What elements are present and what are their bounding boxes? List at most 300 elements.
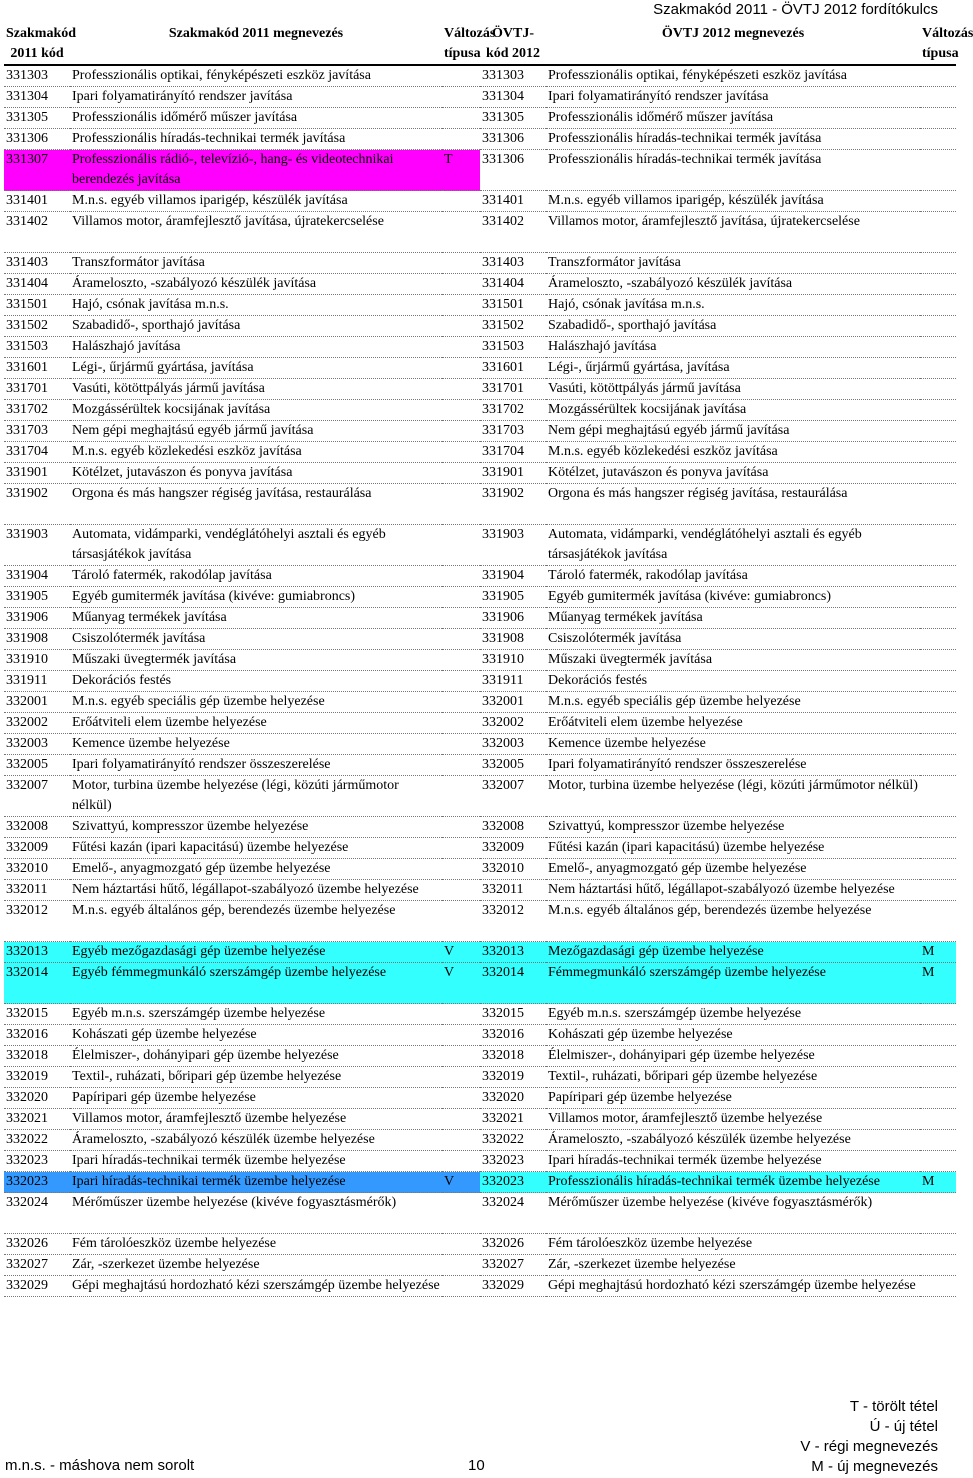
old-code-cell: 331704 — [4, 442, 70, 463]
new-name-cell: Műszaki üvegtermék javítása — [546, 650, 920, 671]
header-new-code: ÖVTJ-kód 2012 — [480, 20, 546, 65]
table-row — [4, 379, 956, 400]
new-type-cell: M — [920, 963, 956, 1004]
new-name-cell: Nem gépi meghajtású egyéb jármű javítása — [546, 421, 920, 442]
old-code-cell: 332015 — [4, 1004, 70, 1025]
table-row — [4, 713, 956, 734]
table-row — [4, 629, 956, 650]
table-row — [4, 692, 956, 713]
new-type-cell — [920, 191, 956, 212]
old-type-cell — [442, 1025, 480, 1046]
old-name-cell: Professzionális rádió-, televízió-, hang- és videotechnikai berendezés javítása — [70, 150, 442, 191]
new-type-cell: M — [920, 942, 956, 963]
old-type-cell — [442, 1109, 480, 1130]
new-code-cell: 331904 — [480, 566, 546, 587]
table-row — [4, 817, 956, 838]
old-type-cell — [442, 1234, 480, 1255]
new-code-cell: 332008 — [480, 817, 546, 838]
old-type-cell — [442, 901, 480, 942]
old-name-cell: Egyéb fémmegmunkáló szerszámgép üzembe helyezése — [70, 963, 442, 1004]
new-type-cell — [920, 421, 956, 442]
new-type-cell — [920, 713, 956, 734]
new-code-cell: 332013 — [480, 942, 546, 963]
old-type-cell — [442, 442, 480, 463]
old-code-cell: 331902 — [4, 484, 70, 525]
table-row — [4, 337, 956, 358]
new-name-cell: Professzionális híradás-technikai termék javítása — [546, 129, 920, 150]
new-name-cell: Textil-, ruházati, bőripari gép üzembe helyezése — [546, 1067, 920, 1088]
new-name-cell: Villamos motor, áramfejlesztő üzembe helyezése — [546, 1109, 920, 1130]
page-number: 10 — [468, 1457, 485, 1474]
new-type-cell — [920, 337, 956, 358]
new-code-cell: 331702 — [480, 400, 546, 421]
new-name-cell: Erőátviteli elem üzembe helyezése — [546, 713, 920, 734]
new-type-cell — [920, 901, 956, 942]
new-name-cell: Ipari híradás-technikai termék üzembe helyezése — [546, 1151, 920, 1172]
old-name-cell: Egyéb mezőgazdasági gép üzembe helyezése — [70, 942, 442, 963]
old-name-cell: Ipari folyamatirányító rendszer összeszerelése — [70, 755, 442, 776]
old-code-cell: 331601 — [4, 358, 70, 379]
old-type-cell — [442, 880, 480, 901]
old-code-cell: 332005 — [4, 755, 70, 776]
new-type-cell — [920, 1193, 956, 1234]
table-row — [4, 274, 956, 295]
new-name-cell: Élelmiszer-, dohányipari gép üzembe helyezése — [546, 1046, 920, 1067]
old-type-cell — [442, 587, 480, 608]
new-type-cell — [920, 880, 956, 901]
new-type-cell — [920, 253, 956, 274]
old-type-cell — [442, 253, 480, 274]
legend-item: M - új megnevezés — [811, 1458, 938, 1475]
new-type-cell — [920, 1004, 956, 1025]
new-code-cell: 331502 — [480, 316, 546, 337]
table-row — [4, 566, 956, 587]
new-code-cell: 331902 — [480, 484, 546, 525]
old-code-cell: 332014 — [4, 963, 70, 1004]
old-type-cell — [442, 755, 480, 776]
table-row — [4, 253, 956, 274]
old-type-cell — [442, 650, 480, 671]
old-name-cell: Emelő-, anyagmozgató gép üzembe helyezése — [70, 859, 442, 880]
new-code-cell: 332022 — [480, 1130, 546, 1151]
old-type-cell — [442, 671, 480, 692]
old-code-cell: 332003 — [4, 734, 70, 755]
new-name-cell: Fémmegmunkáló szerszámgép üzembe helyezése — [546, 963, 920, 1004]
old-name-cell: Transzformátor javítása — [70, 253, 442, 274]
old-code-cell: 331401 — [4, 191, 70, 212]
old-type-cell: V — [442, 1172, 480, 1193]
old-type-cell — [442, 108, 480, 129]
old-name-cell: M.n.s. egyéb speciális gép üzembe helyezése — [70, 692, 442, 713]
old-name-cell: Orgona és más hangszer régiség javítása, restaurálása — [70, 484, 442, 525]
header-new-name: ÖVTJ 2012 megnevezés — [546, 20, 920, 65]
table-row — [4, 1004, 956, 1025]
old-code-cell: 331904 — [4, 566, 70, 587]
new-type-cell — [920, 1130, 956, 1151]
new-code-cell: 332018 — [480, 1046, 546, 1067]
table-row — [4, 1193, 956, 1234]
new-type-cell — [920, 463, 956, 484]
old-code-cell: 332002 — [4, 713, 70, 734]
table-row — [4, 87, 956, 108]
new-type-cell — [920, 859, 956, 880]
old-name-cell: Villamos motor, áramfejlesztő üzembe helyezése — [70, 1109, 442, 1130]
new-name-cell: Transzformátor javítása — [546, 253, 920, 274]
old-code-cell: 331502 — [4, 316, 70, 337]
old-code-cell: 332023 — [4, 1172, 70, 1193]
new-type-cell — [920, 65, 956, 87]
old-name-cell: Árameloszto, -szabályozó készülék üzembe helyezése — [70, 1130, 442, 1151]
old-name-cell: Professzionális időmérő műszer javítása — [70, 108, 442, 129]
old-code-cell: 332020 — [4, 1088, 70, 1109]
new-code-cell: 332005 — [480, 755, 546, 776]
old-type-cell — [442, 358, 480, 379]
new-name-cell: Szivattyú, kompresszor üzembe helyezése — [546, 817, 920, 838]
old-type-cell — [442, 87, 480, 108]
old-type-cell — [442, 629, 480, 650]
old-code-cell: 331303 — [4, 65, 70, 87]
old-type-cell: T — [442, 150, 480, 191]
table-row — [4, 1109, 956, 1130]
new-code-cell: 332009 — [480, 838, 546, 859]
old-type-cell — [442, 713, 480, 734]
new-code-cell: 332016 — [480, 1025, 546, 1046]
old-type-cell — [442, 776, 480, 817]
old-code-cell: 332021 — [4, 1109, 70, 1130]
old-code-cell: 331503 — [4, 337, 70, 358]
old-name-cell: M.n.s. egyéb villamos iparigép, készülék javítása — [70, 191, 442, 212]
old-code-cell: 331501 — [4, 295, 70, 316]
old-type-cell — [442, 1067, 480, 1088]
old-name-cell: Műanyag termékek javítása — [70, 608, 442, 629]
new-name-cell: Egyéb m.n.s. szerszámgép üzembe helyezése — [546, 1004, 920, 1025]
old-name-cell: Motor, turbina üzembe helyezése (légi, közúti járműmotor nélkül) — [70, 776, 442, 817]
new-type-cell — [920, 108, 956, 129]
old-name-cell: Gépi meghajtású hordozható kézi szerszámgép üzembe helyezése — [70, 1276, 442, 1297]
new-code-cell: 332021 — [480, 1109, 546, 1130]
new-code-cell: 332011 — [480, 880, 546, 901]
new-type-cell — [920, 1046, 956, 1067]
new-code-cell: 331905 — [480, 587, 546, 608]
old-type-cell — [442, 1130, 480, 1151]
new-type-cell — [920, 671, 956, 692]
old-name-cell: Szabadidő-, sporthajó javítása — [70, 316, 442, 337]
table-row — [4, 901, 956, 942]
old-name-cell: Professzionális optikai, fényképészeti eszköz javítása — [70, 65, 442, 87]
old-code-cell: 332011 — [4, 880, 70, 901]
old-type-cell — [442, 566, 480, 587]
old-code-cell: 331903 — [4, 525, 70, 566]
old-type-cell — [442, 400, 480, 421]
old-code-cell: 331403 — [4, 253, 70, 274]
new-name-cell: Ipari folyamatirányító rendszer összeszerelése — [546, 755, 920, 776]
old-type-cell — [442, 274, 480, 295]
table-row — [4, 129, 956, 150]
old-code-cell: 331703 — [4, 421, 70, 442]
new-type-cell — [920, 1255, 956, 1276]
old-code-cell: 331702 — [4, 400, 70, 421]
new-code-cell: 331305 — [480, 108, 546, 129]
old-type-cell — [442, 817, 480, 838]
old-name-cell: Ipari híradás-technikai termék üzembe helyezése — [70, 1172, 442, 1193]
old-name-cell: Fém tárolóeszköz üzembe helyezése — [70, 1234, 442, 1255]
table-row — [4, 1172, 956, 1193]
new-name-cell: Fűtési kazán (ipari kapacitású) üzembe helyezése — [546, 838, 920, 859]
old-name-cell: Árameloszto, -szabályozó készülék javítása — [70, 274, 442, 295]
table-row — [4, 1046, 956, 1067]
old-type-cell — [442, 484, 480, 525]
table-body — [4, 65, 956, 1297]
table-row — [4, 358, 956, 379]
new-code-cell: 332023 — [480, 1172, 546, 1193]
new-name-cell: Professzionális időmérő műszer javítása — [546, 108, 920, 129]
old-type-cell — [442, 1151, 480, 1172]
old-type-cell — [442, 65, 480, 87]
new-type-cell — [920, 316, 956, 337]
new-name-cell: Kötélzet, jutavászon és ponyva javítása — [546, 463, 920, 484]
old-name-cell: Hajó, csónak javítása m.n.s. — [70, 295, 442, 316]
old-name-cell: Vasúti, kötöttpályás jármű javítása — [70, 379, 442, 400]
old-code-cell: 332007 — [4, 776, 70, 817]
old-name-cell: Légi-, űrjármű gyártása, javítása — [70, 358, 442, 379]
new-code-cell: 332026 — [480, 1234, 546, 1255]
new-code-cell: 332012 — [480, 901, 546, 942]
table-row — [4, 1151, 956, 1172]
table-row — [4, 1025, 956, 1046]
old-type-cell — [442, 692, 480, 713]
table-row — [4, 484, 956, 525]
old-name-cell: Automata, vidámparki, vendéglátóhelyi asztali és egyéb társasjátékok javítása — [70, 525, 442, 566]
new-name-cell: Zár, -szerkezet üzembe helyezése — [546, 1255, 920, 1276]
new-name-cell: Tároló fatermék, rakodólap javítása — [546, 566, 920, 587]
table-row — [4, 776, 956, 817]
old-name-cell: Csiszolótermék javítása — [70, 629, 442, 650]
old-code-cell: 331910 — [4, 650, 70, 671]
old-name-cell: Zár, -szerkezet üzembe helyezése — [70, 1255, 442, 1276]
old-code-cell: 332008 — [4, 817, 70, 838]
new-name-cell: Papíripari gép üzembe helyezése — [546, 1088, 920, 1109]
new-name-cell: Szabadidő-, sporthajó javítása — [546, 316, 920, 337]
new-name-cell: Kohászati gép üzembe helyezése — [546, 1025, 920, 1046]
new-type-cell — [920, 650, 956, 671]
header-old-type: Változás típusa — [442, 20, 480, 65]
new-name-cell: M.n.s. egyéb speciális gép üzembe helyezése — [546, 692, 920, 713]
new-name-cell: Vasúti, kötöttpályás jármű javítása — [546, 379, 920, 400]
new-name-cell: Professzionális híradás-technikai termék javítása — [546, 150, 920, 191]
new-name-cell: Gépi meghajtású hordozható kézi szerszámgép üzembe helyezése — [546, 1276, 920, 1297]
new-type-cell — [920, 838, 956, 859]
old-code-cell: 331306 — [4, 129, 70, 150]
new-name-cell: Dekorációs festés — [546, 671, 920, 692]
new-type-cell — [920, 212, 956, 253]
old-code-cell: 331908 — [4, 629, 70, 650]
new-type-cell — [920, 629, 956, 650]
new-type-cell — [920, 400, 956, 421]
new-type-cell — [920, 734, 956, 755]
old-code-cell: 332018 — [4, 1046, 70, 1067]
old-name-cell: Ipari folyamatirányító rendszer javítása — [70, 87, 442, 108]
new-type-cell: M — [920, 1172, 956, 1193]
old-code-cell: 332010 — [4, 859, 70, 880]
new-type-cell — [920, 755, 956, 776]
new-code-cell: 332023 — [480, 1151, 546, 1172]
new-code-cell: 332027 — [480, 1255, 546, 1276]
table-row — [4, 316, 956, 337]
new-code-cell: 331303 — [480, 65, 546, 87]
new-name-cell: Halászhajó javítása — [546, 337, 920, 358]
new-code-cell: 331906 — [480, 608, 546, 629]
old-name-cell: Papíripari gép üzembe helyezése — [70, 1088, 442, 1109]
old-type-cell: V — [442, 963, 480, 1004]
new-type-cell — [920, 1067, 956, 1088]
new-type-cell — [920, 484, 956, 525]
old-code-cell: 331901 — [4, 463, 70, 484]
new-name-cell: Motor, turbina üzembe helyezése (légi, közúti járműmotor nélkül) — [546, 776, 920, 817]
new-name-cell: Árameloszto, -szabályozó készülék üzembe helyezése — [546, 1130, 920, 1151]
table-row — [4, 1276, 956, 1297]
table-row — [4, 587, 956, 608]
old-name-cell: Kötélzet, jutavászon és ponyva javítása — [70, 463, 442, 484]
table-row — [4, 734, 956, 755]
old-code-cell: 332012 — [4, 901, 70, 942]
old-type-cell — [442, 295, 480, 316]
old-type-cell — [442, 734, 480, 755]
new-type-cell — [920, 129, 956, 150]
new-code-cell: 331701 — [480, 379, 546, 400]
new-code-cell: 331304 — [480, 87, 546, 108]
legend-item: T - törölt tétel — [849, 1398, 938, 1415]
table-header-row — [4, 20, 956, 65]
old-type-cell — [442, 1255, 480, 1276]
old-code-cell: 331911 — [4, 671, 70, 692]
old-type-cell — [442, 191, 480, 212]
new-code-cell: 331908 — [480, 629, 546, 650]
old-code-cell: 332027 — [4, 1255, 70, 1276]
new-code-cell: 331306 — [480, 150, 546, 191]
old-type-cell — [442, 838, 480, 859]
old-name-cell: Élelmiszer-, dohányipari gép üzembe helyezése — [70, 1046, 442, 1067]
legend-item: Ú - új tétel — [869, 1418, 938, 1435]
table-row — [4, 421, 956, 442]
new-code-cell: 331401 — [480, 191, 546, 212]
table-row — [4, 65, 956, 87]
new-type-cell — [920, 1151, 956, 1172]
new-name-cell: M.n.s. egyéb általános gép, berendezés üzembe helyezése — [546, 901, 920, 942]
old-code-cell: 331307 — [4, 150, 70, 191]
new-type-cell — [920, 1234, 956, 1255]
old-type-cell — [442, 1276, 480, 1297]
old-name-cell: Dekorációs festés — [70, 671, 442, 692]
table-row — [4, 880, 956, 901]
header-old-code: Szakmakód 2011 kód — [4, 20, 70, 65]
old-code-cell: 332009 — [4, 838, 70, 859]
new-name-cell: Orgona és más hangszer régiség javítása, restaurálása — [546, 484, 920, 525]
footer-note: m.n.s. - máshova nem sorolt — [5, 1457, 195, 1474]
new-type-cell — [920, 150, 956, 191]
table-row — [4, 525, 956, 566]
table-row — [4, 838, 956, 859]
new-code-cell: 332003 — [480, 734, 546, 755]
new-name-cell: Villamos motor, áramfejlesztő javítása, újratekercselése — [546, 212, 920, 253]
new-code-cell: 331910 — [480, 650, 546, 671]
new-type-cell — [920, 1109, 956, 1130]
new-name-cell: M.n.s. egyéb villamos iparigép, készülék javítása — [546, 191, 920, 212]
new-name-cell: Egyéb gumitermék javítása (kivéve: gumiabroncs) — [546, 587, 920, 608]
new-name-cell: Mozgássérültek kocsijának javítása — [546, 400, 920, 421]
old-name-cell: Egyéb gumitermék javítása (kivéve: gumiabroncs) — [70, 587, 442, 608]
table-row — [4, 1130, 956, 1151]
new-type-cell — [920, 692, 956, 713]
new-type-cell — [920, 1025, 956, 1046]
new-name-cell: Csiszolótermék javítása — [546, 629, 920, 650]
new-name-cell: Mezőgazdasági gép üzembe helyezése — [546, 942, 920, 963]
table-row — [4, 859, 956, 880]
header-new-type: Változás típusa — [920, 20, 956, 65]
old-name-cell: Nem gépi meghajtású egyéb jármű javítása — [70, 421, 442, 442]
old-code-cell: 332022 — [4, 1130, 70, 1151]
old-type-cell — [442, 337, 480, 358]
table-row — [4, 671, 956, 692]
new-code-cell: 331601 — [480, 358, 546, 379]
new-name-cell: Automata, vidámparki, vendéglátóhelyi asztali és egyéb társasjátékok javítása — [546, 525, 920, 566]
new-name-cell: Professzionális optikai, fényképészeti eszköz javítása — [546, 65, 920, 87]
old-code-cell: 332019 — [4, 1067, 70, 1088]
old-type-cell — [442, 463, 480, 484]
new-name-cell: Hajó, csónak javítása m.n.s. — [546, 295, 920, 316]
new-code-cell: 331306 — [480, 129, 546, 150]
new-code-cell: 331911 — [480, 671, 546, 692]
new-code-cell: 332024 — [480, 1193, 546, 1234]
new-type-cell — [920, 1276, 956, 1297]
header-old-name: Szakmakód 2011 megnevezés — [70, 20, 442, 65]
old-code-cell: 332026 — [4, 1234, 70, 1255]
legend — [800, 1397, 938, 1477]
old-code-cell: 331404 — [4, 274, 70, 295]
new-type-cell — [920, 566, 956, 587]
table-row — [4, 442, 956, 463]
table-row — [4, 463, 956, 484]
new-type-cell — [920, 776, 956, 817]
new-code-cell: 331501 — [480, 295, 546, 316]
new-name-cell: Fém tárolóeszköz üzembe helyezése — [546, 1234, 920, 1255]
new-code-cell: 332001 — [480, 692, 546, 713]
old-type-cell — [442, 859, 480, 880]
legend-item: V - régi megnevezés — [800, 1438, 938, 1455]
old-name-cell: Villamos motor, áramfejlesztő javítása, újratekercselése — [70, 212, 442, 253]
new-name-cell: Műanyag termékek javítása — [546, 608, 920, 629]
new-code-cell: 332014 — [480, 963, 546, 1004]
old-code-cell: 331906 — [4, 608, 70, 629]
new-code-cell: 331403 — [480, 253, 546, 274]
old-name-cell: Egyéb m.n.s. szerszámgép üzembe helyezése — [70, 1004, 442, 1025]
table-row — [4, 1255, 956, 1276]
table-row — [4, 650, 956, 671]
old-name-cell: M.n.s. egyéb általános gép, berendezés üzembe helyezése — [70, 901, 442, 942]
new-name-cell: M.n.s. egyéb közlekedési eszköz javítása — [546, 442, 920, 463]
new-type-cell — [920, 87, 956, 108]
new-type-cell — [920, 587, 956, 608]
old-code-cell: 332029 — [4, 1276, 70, 1297]
old-name-cell: Professzionális híradás-technikai termék javítása — [70, 129, 442, 150]
old-code-cell: 331305 — [4, 108, 70, 129]
table-row — [4, 1088, 956, 1109]
new-code-cell: 332010 — [480, 859, 546, 880]
new-type-cell — [920, 608, 956, 629]
new-type-cell — [920, 442, 956, 463]
table-row — [4, 191, 956, 212]
new-code-cell: 332019 — [480, 1067, 546, 1088]
old-type-cell — [442, 525, 480, 566]
